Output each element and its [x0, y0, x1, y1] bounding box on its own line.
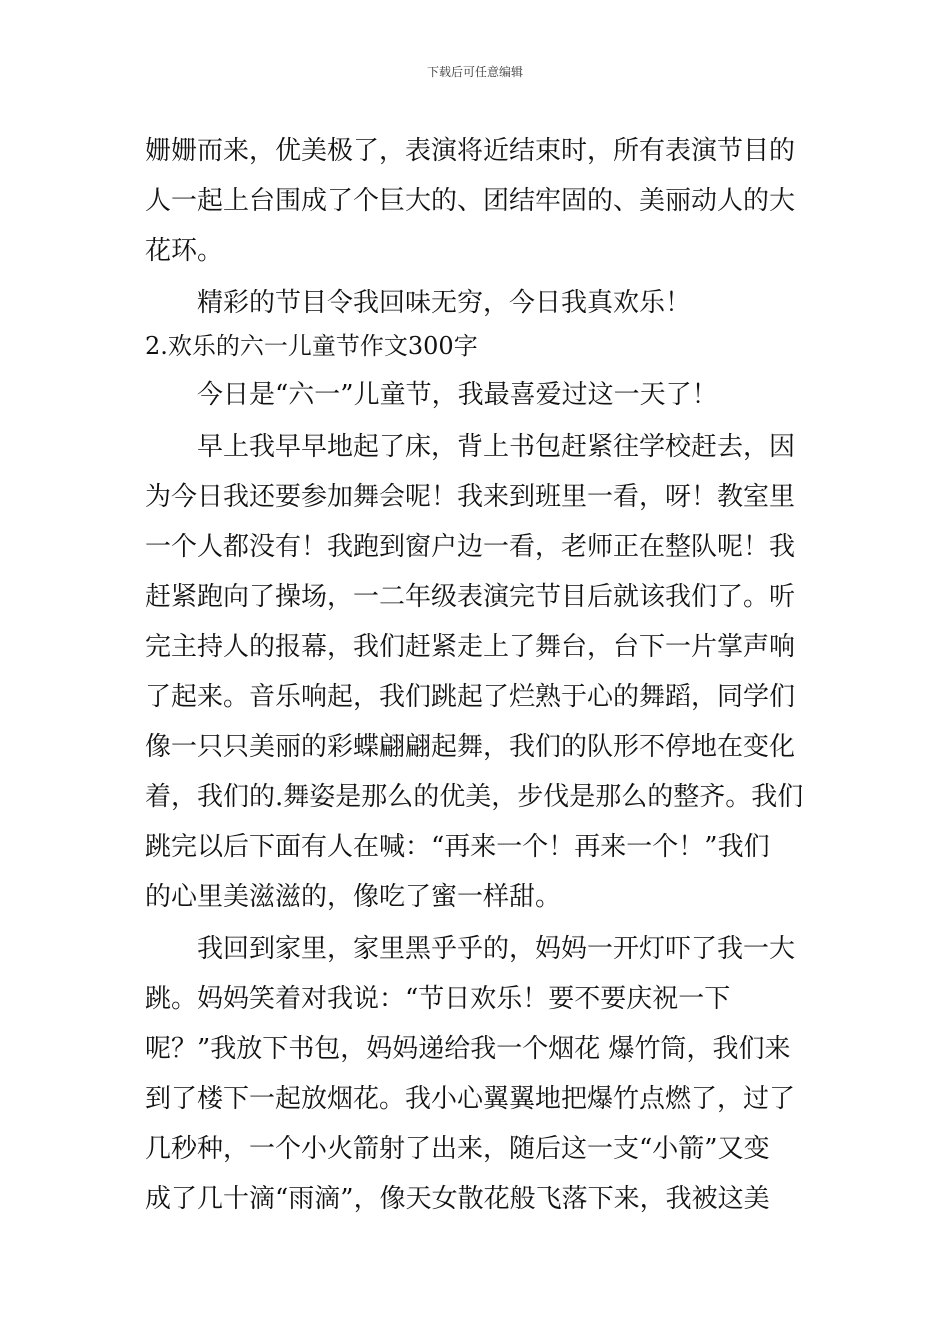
paragraph-intro [145, 370, 810, 420]
text-line: 完主持人的报幕，我们赶紧走上了舞台，台下一片掌声响 [145, 632, 796, 662]
text-line: 姗姗而来，优美极了，表演将近结束时，所有表演节目的 [145, 136, 796, 166]
text-line: 今日是“六一”儿童节，我最喜爱过这一天了！ [197, 380, 718, 410]
paragraph-closing [145, 278, 810, 328]
document-body [145, 126, 810, 1224]
text-line: 赶紧跑向了操场，一二年级表演完节目后就该我们了。听 [145, 582, 796, 612]
section-heading: 2.欢乐的六一儿童节作文300字 [145, 332, 478, 360]
text-line: 了起来。音乐响起，我们跳起了烂熟于心的舞蹈，同学们 [145, 682, 796, 712]
text-line: 早上我早早地起了床，背上书包赶紧往学校赶去，因 [197, 432, 796, 462]
page-header: 下载后可任意编辑 [426, 65, 523, 79]
text-line: 我回到家里，家里黑乎乎的，妈妈一开灯吓了我一大 [197, 934, 796, 964]
text-line: 呢？”我放下书包，妈妈递给我一个烟花 爆竹筒，我们来 [145, 1034, 791, 1064]
text-line: 一个人都没有！我跑到窗户边一看，老师正在整队呢！我 [145, 532, 796, 562]
paragraph-evening [145, 924, 810, 1224]
text-line: 像一只只美丽的彩蝶翩翩起舞，我们的队形不停地在变化 [145, 732, 796, 762]
text-line: 为今日我还要参加舞会呢！我来到班里一看，呀！教室里 [145, 482, 796, 512]
text-line: 几秒种，一个小火箭射了出来，随后这一支“小箭”又变 [145, 1134, 770, 1164]
text-line: 人一起上台围成了个巨大的、团结牢固的、美丽动人的大 [145, 186, 796, 216]
text-line: 到了楼下一起放烟花。我小心翼翼地把爆竹点燃了，过了 [145, 1084, 796, 1114]
paragraph-morning [145, 422, 810, 922]
text-line: 花环。 [145, 236, 224, 266]
text-line: 的心里美滋滋的，像吃了蜜一样甜。 [145, 882, 562, 912]
text-line: 着，我们的.舞姿是那么的优美，步伐是那么的整齐。我们 [145, 782, 804, 812]
text-line: 跳。妈妈笑着对我说：“节日欢乐！要不要庆祝一下 [145, 984, 731, 1014]
text-line: 跳完以后下面有人在喊：“再来一个！再来一个！”我们 [145, 832, 770, 862]
text-line: 精彩的节目令我回味无穷，今日我真欢乐！ [197, 288, 692, 318]
paragraph-continuation [145, 126, 810, 276]
text-line: 成了几十滴“雨滴”，像天女散花般飞落下来，我被这美 [145, 1184, 770, 1214]
